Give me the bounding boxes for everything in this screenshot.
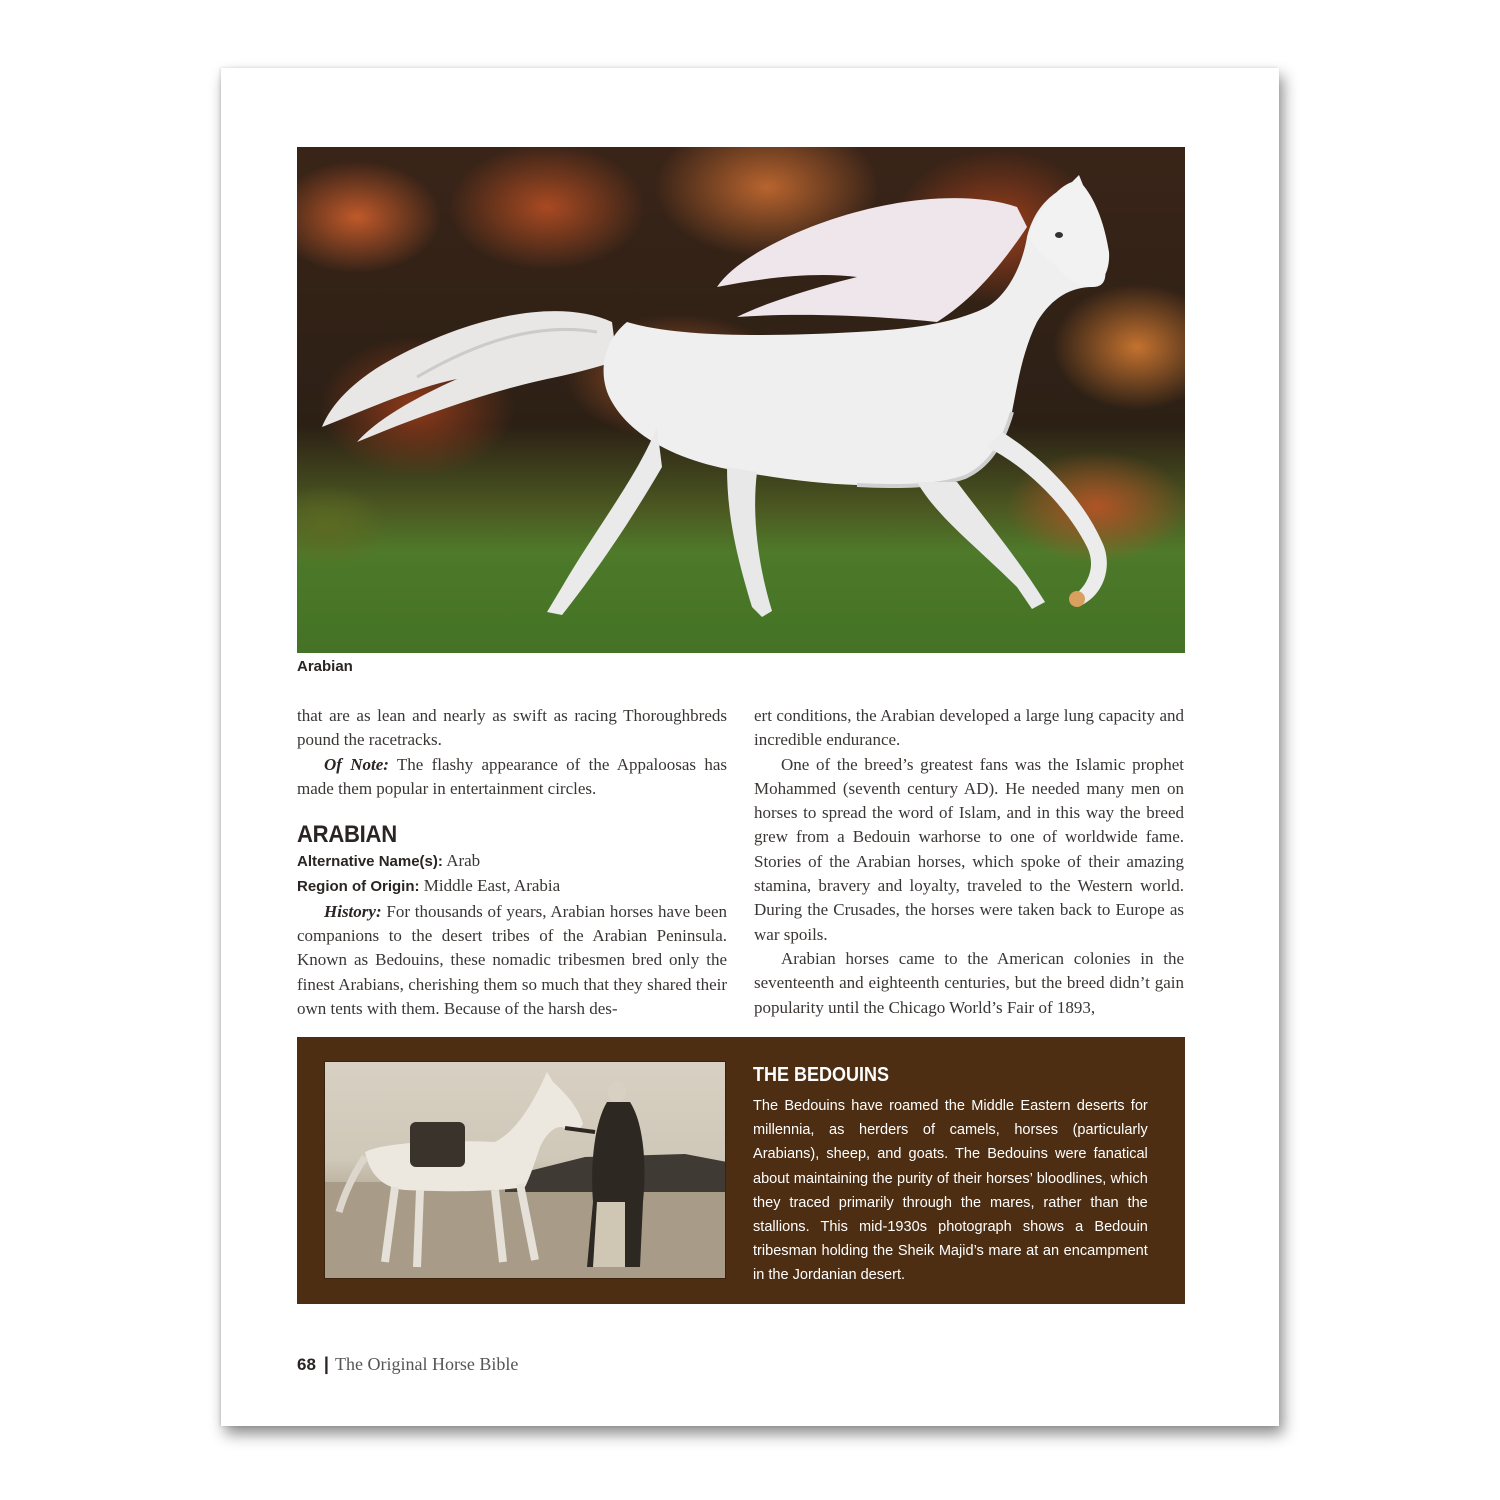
- bedouins-sidebar: [297, 1037, 1185, 1304]
- photo-caption: Arabian: [297, 658, 353, 675]
- right-paragraph-2: One of the breed’s greatest fans was the Islamic prophet Mohammed (seventh century AD). He needed many men on horses to spread the word of Islam, and in this way the breed grew from a Bedouin warhorse to one of worldwide fame. Stories of the Arabian horses, which spoke of their amazing stamina, bravery and loyalty, traveled to the Western world. During the Crusades, the horses were taken back to Europe as war spoils.: [754, 754, 1184, 944]
- history-label: History:: [324, 901, 382, 921]
- origin-value: Middle East, Arabia: [419, 876, 561, 896]
- origin-line: [297, 874, 727, 899]
- history-text: For thousands of years, Arabian horses have been companions to the desert tribes of the Arabian Peninsula. Known as Bedouins, these nomadic tribesmen bred only the finest Arabians, cherishing them so much that they shared their own tents with them. Because of the harsh des-: [297, 901, 727, 1018]
- right-paragraph-1: ert conditions, the Arabian developed a large lung capacity and incredible endurance.: [754, 706, 1184, 750]
- right-paragraph-3: Arabian horses came to the American colonies in the seventeenth and eighteenth centuries, but the breed didn’t gain popularity until the Chicago World’s Fair of 1893,: [754, 948, 1184, 1017]
- bedouin-historical-photo: [324, 1061, 726, 1279]
- book-page: [221, 68, 1279, 1426]
- sidebar-body-text: The Bedouins have roamed the Middle Eastern deserts for millennia, as herders of camels, horses (particularly Arabians), sheep, and goats. The Bedouins were fanatical about maintaining the purity of their horses’ bloodlines, which they traced primarily through the mares, rather than the stallions. This mid-1930s photograph shows a Bedouin tribesman holding the Sheik Majid’s mare at an encampment in the Jordanian desert.: [753, 1097, 1148, 1284]
- sidebar-title: THE BEDOUINS: [753, 1064, 890, 1086]
- history-paragraph: [297, 900, 727, 1021]
- bedouin-with-horse-illustration: [325, 1062, 726, 1279]
- origin-label: Region of Origin:: [297, 878, 420, 896]
- footer-separator: |: [323, 1354, 329, 1374]
- white-arabian-horse-illustration: [297, 147, 1185, 653]
- breed-title: ARABIAN: [297, 821, 397, 849]
- alt-names-line: [297, 849, 727, 874]
- page-footer: [297, 1354, 518, 1375]
- alt-names-label: Alternative Name(s):: [297, 853, 443, 871]
- left-paragraph-1: that are as lean and nearly as swift as racing Thoroughbreds pound the racetracks.: [297, 706, 727, 750]
- of-note-paragraph: [297, 753, 727, 802]
- alt-names-value: Arab: [442, 851, 481, 871]
- left-text-column: [297, 704, 727, 1021]
- page-number: 68: [297, 1355, 316, 1374]
- book-title: The Original Horse Bible: [334, 1354, 519, 1374]
- of-note-text: The flashy appearance of the Appaloosas has made them popular in entertainment circles.: [297, 754, 727, 798]
- right-text-column: [754, 704, 1184, 1020]
- arabian-horse-photo: [297, 147, 1185, 653]
- of-note-label: Of Note:: [324, 754, 389, 774]
